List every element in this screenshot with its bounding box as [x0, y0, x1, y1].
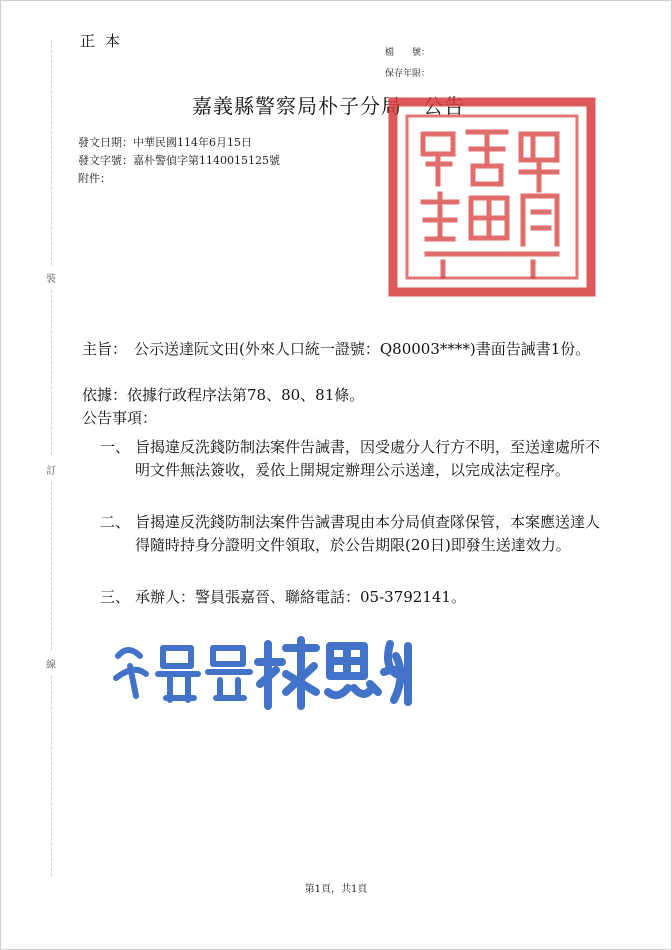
- attachment-field: 附件：: [78, 172, 111, 185]
- official-seal-stamp: [383, 94, 598, 299]
- archive-number-field: 檔 號：: [385, 48, 431, 58]
- document-reference-number: 發文字號：嘉朴警偵字第1140015125號: [78, 154, 280, 167]
- binding-mark: 線: [46, 660, 56, 671]
- legal-basis: 依據：依據行政程序法第78、80、81條。: [82, 386, 365, 404]
- retention-period-field: 保存年限：: [385, 69, 431, 79]
- binding-mark: 裝: [46, 274, 56, 285]
- binding-mark: 訂: [46, 466, 56, 477]
- notice-item-number: 二、: [100, 513, 131, 531]
- binding-rule: [51, 40, 52, 265]
- notice-item: [100, 436, 610, 482]
- notice-item: [100, 511, 610, 557]
- notice-item-number: 一、: [100, 438, 131, 456]
- notice-item: [100, 586, 610, 609]
- notice-items-heading: 公告事項：: [82, 409, 158, 427]
- binding-rule: [51, 676, 52, 876]
- binding-rule: [51, 482, 52, 650]
- binding-rule: [51, 290, 52, 455]
- issue-date: 發文日期：中華民國114年6月15日: [78, 136, 252, 149]
- page-number-footer: 第1頁，共1頁: [304, 884, 368, 895]
- subject-label: 主旨：: [82, 340, 128, 358]
- document-title: 嘉義縣警察局朴子分局 公告: [192, 94, 465, 118]
- original-copy-label: 正本: [80, 32, 131, 50]
- notice-item-text: 旨揭違反洗錢防制法案件告誡書，因受處分人行方不明，至送達處所不明文件無法簽收，爰依上開規定辦理公示送達，以完成法定程序。: [135, 438, 601, 479]
- subject-paragraph: [82, 338, 612, 361]
- handwritten-signature: [108, 626, 418, 712]
- notice-item-text: 承辦人：警員張嘉晉、聯絡電話：05-3792141。: [135, 588, 466, 606]
- notice-item-text: 旨揭違反洗錢防制法案件告誡書現由本分局偵查隊保管，本案應送達人得隨時持身分證明文件領取，於公告期限(20日)即發生送達效力。: [135, 513, 601, 554]
- notice-item-number: 三、: [100, 588, 131, 606]
- subject-text: 公示送達阮文田(外來人口統一證號：Q80003****)書面告誡書1份。: [134, 340, 591, 358]
